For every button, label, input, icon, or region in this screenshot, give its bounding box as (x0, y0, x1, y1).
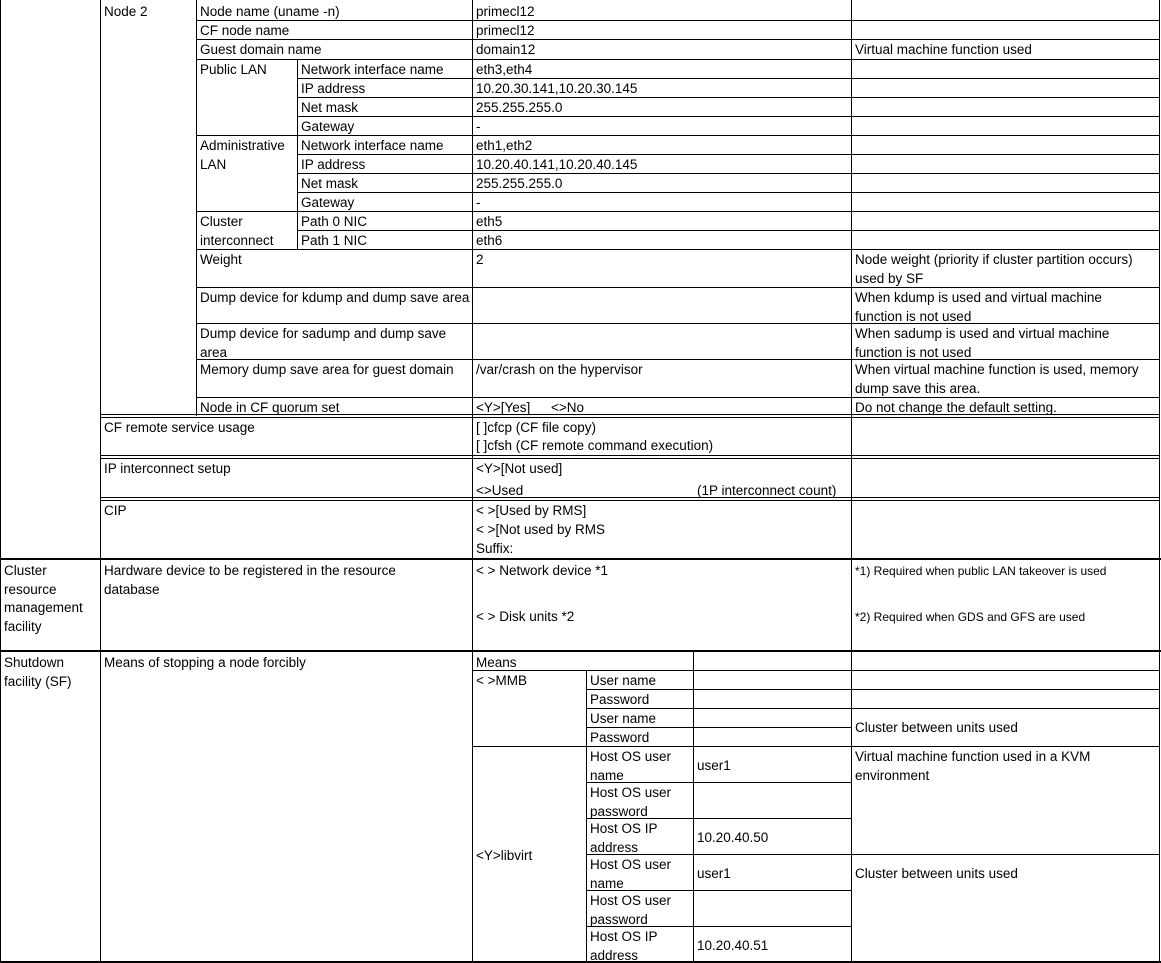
admin-lan-mask-value[interactable]: 255.255.255.0 (476, 176, 563, 191)
libvirt-user-value-1[interactable]: user1 (697, 758, 731, 773)
mmb-username-item-2: User name (590, 711, 657, 726)
memory-dump-value[interactable]: /var/crash on the hypervisor (476, 362, 643, 377)
mmb-password-item: Password (590, 692, 650, 707)
ip-interconnect-label: IP interconnect setup (104, 461, 231, 476)
guest-domain-remarks: Virtual machine function used (855, 42, 1032, 57)
grid-line (851, 0, 852, 963)
public-lan-gw-value[interactable]: - (476, 119, 481, 134)
path0-nic-value[interactable]: eth5 (476, 214, 503, 229)
admin-lan-nic-item: Network interface name (301, 138, 444, 153)
memory-dump-remarks: When virtual machine function is used, memory dump save this area. (855, 362, 1139, 396)
mmb-password-value-2[interactable] (694, 728, 851, 729)
libvirt-password-item-2: Host OS user password (590, 893, 672, 926)
cf-node-name-remarks (852, 21, 1159, 22)
grid-line (693, 652, 694, 963)
kdump-remarks: When kdump is used and virtual machine function is not used (855, 290, 1102, 323)
public-lan-ip-item: IP address (301, 81, 366, 96)
grid-line (1159, 0, 1160, 963)
libvirt-password-item-1: Host OS user password (590, 785, 672, 818)
libvirt-password-value-2[interactable] (694, 900, 851, 901)
crm-note-1: *1) Required when public LAN takeover is used (855, 564, 1107, 578)
node-name-remarks (852, 2, 1159, 3)
admin-lan-gw-item: Gateway (301, 195, 355, 210)
public-lan-mask-item: Net mask (301, 100, 359, 115)
weight-value[interactable]: 2 (476, 252, 484, 267)
cfcp-option[interactable]: [ ]cfcp (CF file copy) (476, 420, 597, 435)
quorum-no-option[interactable]: <>No (551, 400, 585, 415)
sf-means-header: Means (476, 655, 517, 670)
quorum-remarks: Do not change the default setting. (855, 400, 1057, 415)
path0-nic-item: Path 0 NIC (301, 214, 368, 229)
mmb-password-item-2: Password (590, 730, 650, 745)
public-lan-nic-value[interactable]: eth3,eth4 (476, 62, 533, 77)
libvirt-ip-value-1[interactable]: 10.20.40.50 (697, 830, 769, 845)
libvirt-ip-value-2[interactable]: 10.20.40.51 (697, 938, 769, 953)
libvirt-remarks-cluster: Cluster between units used (855, 866, 1018, 881)
sf-section-label: Shutdown facility (SF) (4, 655, 72, 689)
admin-lan-nic-value[interactable]: eth1,eth2 (476, 138, 533, 153)
public-lan-label: Public LAN (200, 62, 267, 77)
public-lan-ip-value[interactable]: 10.20.30.141,10.20.30.145 (476, 81, 638, 96)
guest-domain-value[interactable]: domain12 (476, 42, 536, 57)
cip-used-option[interactable]: < >[Used by RMS] (476, 503, 587, 518)
mmb-username-item: User name (590, 673, 657, 688)
crm-section-label: Cluster resource management facility (4, 563, 83, 634)
libvirt-user-item-1: Host OS user name (590, 749, 672, 782)
grid-line (0, 650, 1161, 652)
quorum-item: Node in CF quorum set (200, 400, 340, 415)
grid-line (0, 0, 1, 963)
ip-interconnect-used-option[interactable]: <>Used (476, 483, 524, 498)
mmb-remarks: Cluster between units used (855, 720, 1018, 735)
mmb-password-value[interactable] (694, 690, 851, 691)
admin-lan-mask-item: Net mask (301, 176, 359, 191)
sf-stop-item: Means of stopping a node forcibly (104, 655, 306, 670)
path1-nic-value[interactable]: eth6 (476, 233, 503, 248)
crm-note-2: *2) Required when GDS and GFS are used (855, 610, 1086, 624)
admin-lan-ip-item: IP address (301, 157, 366, 172)
node-name-value[interactable]: primecl12 (476, 4, 535, 19)
libvirt-remarks-kvm: Virtual machine function used in a KVM environment (855, 749, 1091, 783)
kdump-value[interactable] (473, 288, 851, 323)
grid-line (100, 0, 101, 963)
ip-interconnect-not-used-option[interactable]: <Y>[Not used] (476, 461, 563, 476)
admin-lan-ip-value[interactable]: 10.20.40.141,10.20.40.145 (476, 157, 638, 172)
cluster-interconnect-label: Cluster interconnect (200, 214, 274, 248)
cip-not-used-option[interactable]: < >[Not used by RMS (476, 522, 606, 537)
public-lan-mask-value[interactable]: 255.255.255.0 (476, 100, 563, 115)
public-lan-gw-item: Gateway (301, 119, 355, 134)
weight-remarks: Node weight (priority if cluster partition occurs) used by SF (855, 252, 1133, 286)
admin-lan-label: Administrative LAN (200, 138, 285, 172)
node2-label: Node 2 (104, 4, 148, 19)
disk-units-option[interactable]: < > Disk units *2 (476, 609, 575, 624)
path1-nic-item: Path 1 NIC (301, 233, 368, 248)
cf-remote-label: CF remote service usage (104, 420, 255, 435)
ip-interconnect-count[interactable]: (1P interconnect count) (697, 483, 837, 498)
cip-suffix[interactable]: Suffix: (476, 541, 514, 556)
cf-node-name-value[interactable]: primecl12 (476, 23, 535, 38)
weight-item: Weight (200, 252, 242, 267)
libvirt-ip-item-1: Host OS IP address (590, 821, 658, 854)
libvirt-option[interactable]: <Y>libvirt (476, 848, 533, 863)
libvirt-user-item-2: Host OS user name (590, 857, 672, 890)
admin-lan-gw-value[interactable]: - (476, 195, 481, 210)
crm-hardware-item: Hardware device to be registered in the resource database (104, 563, 396, 597)
kdump-item: Dump device for kdump and dump save area (200, 290, 470, 305)
libvirt-ip-item-2: Host OS IP address (590, 929, 658, 961)
mmb-option[interactable]: < >MMB (476, 673, 528, 688)
network-device-option[interactable]: < > Network device *1 (476, 563, 609, 578)
quorum-yes-option[interactable]: <Y>[Yes] (476, 400, 531, 415)
public-lan-nic-item: Network interface name (301, 62, 444, 77)
node-name-item: Node name (uname -n) (200, 4, 340, 19)
cf-node-name-item: CF node name (200, 23, 290, 38)
libvirt-password-value-1[interactable] (694, 792, 851, 793)
sadump-item: Dump device for sadump and dump save area (200, 326, 447, 359)
sadump-remarks: When sadump is used and virtual machine function is not used (855, 326, 1110, 359)
libvirt-user-value-2[interactable]: user1 (697, 866, 731, 881)
guest-domain-item: Guest domain name (200, 42, 322, 57)
memory-dump-item: Memory dump save area for guest domain (200, 362, 454, 377)
cip-label: CIP (104, 503, 127, 518)
cfsh-option[interactable]: [ ]cfsh (CF remote command execution) (476, 438, 714, 453)
mmb-username-value-2[interactable] (694, 709, 851, 710)
sadump-value[interactable] (473, 324, 851, 359)
mmb-username-value[interactable] (694, 671, 851, 672)
